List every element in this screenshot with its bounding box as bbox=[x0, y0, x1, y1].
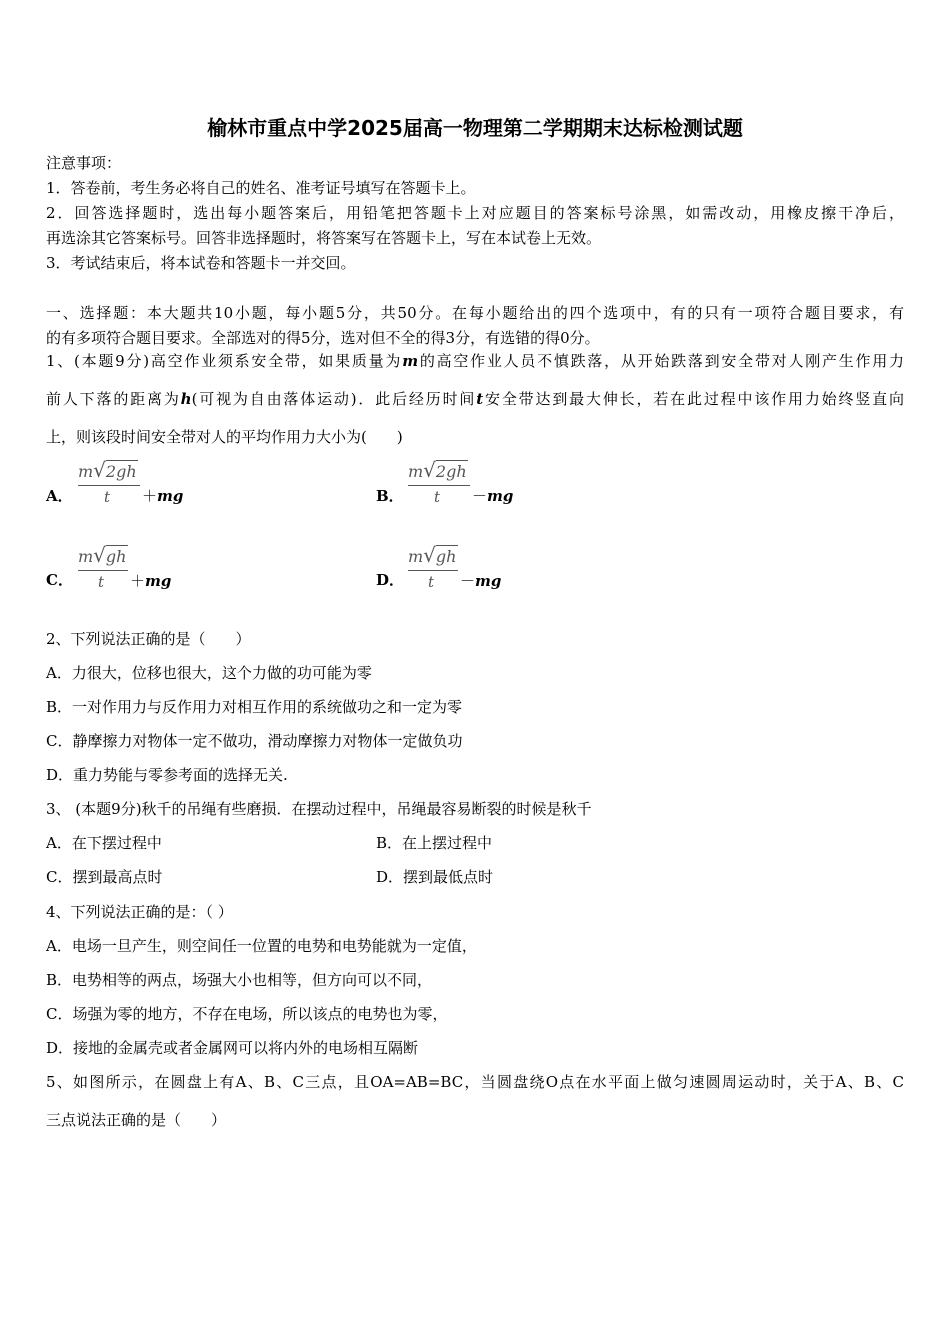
q3-option: B．在上摆过程中 bbox=[376, 834, 493, 852]
q2-option: C．静摩擦力对物体一定不做功，滑动摩擦力对物体一定做负功 bbox=[46, 732, 463, 750]
formula-denominator: t bbox=[434, 488, 441, 506]
q1-option-d-label: D． bbox=[376, 571, 405, 589]
question-5-stem: 三点说法正确的是（ ） bbox=[46, 1111, 227, 1129]
question-1-stem bbox=[46, 350, 904, 371]
sqrt-bar bbox=[436, 545, 458, 546]
notice-item: 3．考试结束后，将本试卷和答题卡一并交回。 bbox=[46, 254, 356, 272]
section-intro: 的有多项符合题目要求。全部选对的得5分，选对但不全的得3分，有选错的得0分。 bbox=[46, 329, 600, 347]
fraction-bar bbox=[408, 570, 458, 571]
formula-tail: －mg bbox=[460, 572, 502, 590]
notice-header: 注意事项： bbox=[46, 154, 122, 172]
formula-tail: ＋mg bbox=[130, 572, 172, 590]
fraction-bar bbox=[78, 485, 140, 486]
q3-option: C．摆到最高点时 bbox=[46, 868, 163, 886]
notice-item: 再选涂其它答案标号。回答非选择题时，将答案写在答题卡上，写在本试卷上无效。 bbox=[46, 229, 602, 247]
notice-item: 1．答卷前，考生务必将自己的姓名、准考证号填写在答题卡上。 bbox=[46, 179, 476, 197]
q2-option: B．一对作用力与反作用力对相互作用的系统做功之和一定为零 bbox=[46, 698, 463, 716]
question-5-stem: 5、如图所示，在圆盘上有A、B、C三点，且OA=AB=BC，当圆盘绕O点在水平面上做匀速圆周运动时，关于A、B、C bbox=[46, 1073, 904, 1091]
fraction-bar bbox=[408, 485, 470, 486]
question-1-stem: 上，则该段时间安全带对人的平均作用力大小为( ) bbox=[46, 428, 403, 446]
q1-text: (可视为自由落体运动)．此后经历时间 bbox=[191, 390, 477, 408]
sqrt-bar bbox=[106, 460, 138, 461]
formula-numerator: m√gh bbox=[78, 543, 127, 567]
q1-text: 前人下落的距离为 bbox=[46, 390, 181, 408]
question-3-stem: 3、 (本题9分)秋千的吊绳有些磨损．在摆动过程中，吊绳最容易断裂的时候是秋千 bbox=[46, 800, 592, 818]
q1-var-t: t bbox=[476, 390, 484, 408]
formula-numerator: m√gh bbox=[408, 543, 457, 567]
question-4-stem: 4、下列说法正确的是：（ ） bbox=[46, 903, 233, 921]
question-1-stem bbox=[46, 388, 904, 409]
formula-numerator: m√2gh bbox=[78, 458, 137, 482]
q1-option-c-label: C． bbox=[46, 571, 73, 589]
q4-option: C．场强为零的地方，不存在电场，所以该点的电势也为零， bbox=[46, 1005, 448, 1023]
q1-var-h: h bbox=[180, 390, 192, 408]
formula-denominator: t bbox=[428, 573, 435, 591]
page-title: 榆林市重点中学2025届高一物理第二学期期末达标检测试题 bbox=[207, 116, 743, 140]
sqrt-bar bbox=[436, 460, 468, 461]
q3-option: A．在下摆过程中 bbox=[46, 834, 162, 852]
formula-tail: ＋mg bbox=[142, 487, 184, 505]
notice-item: 2．回答选择题时，选出每小题答案后，用铅笔把答题卡上对应题目的答案标号涂黑，如需改动，用橡皮擦干净后， bbox=[46, 204, 904, 222]
question-2-stem: 2、下列说法正确的是（ ） bbox=[46, 630, 251, 648]
q1-option-b-label: B． bbox=[376, 487, 404, 505]
q1-text: 的高空作业人员不慎跌落，从开始跌落到安全带对人刚产生作用力 bbox=[418, 352, 904, 370]
sqrt-bar bbox=[106, 545, 128, 546]
q2-option: D．重力势能与零参考面的选择无关. bbox=[46, 766, 288, 784]
q1-text: 1、(本题9分)高空作业须系安全带，如果质量为 bbox=[46, 352, 403, 370]
section-intro: 一、选择题：本大题共10小题，每小题5分，共50分。在每小题给出的四个选项中，有的只有一项符合题目要求，有 bbox=[46, 304, 904, 322]
q1-option-a-label: A． bbox=[46, 487, 73, 505]
q1-var-m: m bbox=[402, 352, 419, 370]
formula-denominator: t bbox=[98, 573, 105, 591]
fraction-bar bbox=[78, 570, 128, 571]
q4-option: B．电势相等的两点，场强大小也相等，但方向可以不同， bbox=[46, 971, 433, 989]
formula-denominator: t bbox=[104, 488, 111, 506]
q4-option: D．接地的金属壳或者金属网可以将内外的电场相互隔断 bbox=[46, 1039, 419, 1057]
q2-option: A．力很大，位移也很大，这个力做的功可能为零 bbox=[46, 664, 372, 682]
formula-tail: －mg bbox=[472, 487, 514, 505]
q4-option: A．电场一旦产生，则空间任一位置的电势和电势能就为一定值， bbox=[46, 937, 477, 955]
q1-text: 安全带达到最大伸长，若在此过程中该作用力始终竖直向 bbox=[483, 390, 904, 408]
formula-numerator: m√2gh bbox=[408, 458, 467, 482]
q3-option: D．摆到最低点时 bbox=[376, 868, 494, 886]
